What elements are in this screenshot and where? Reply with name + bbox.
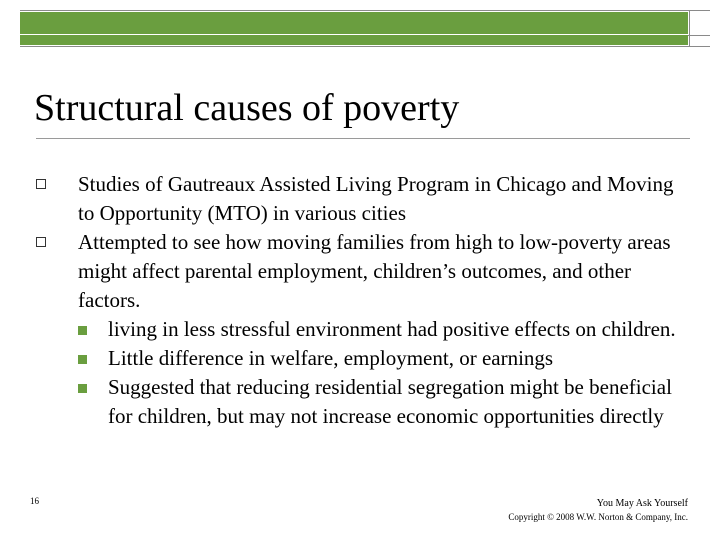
page-number: 16: [30, 496, 39, 506]
sub-bullet-item: [36, 344, 676, 373]
bullet-item: [36, 170, 676, 228]
sub-bullet-text: living in less stressful environment had positive effects on children.: [108, 317, 676, 341]
footer-book-title: You May Ask Yourself: [596, 498, 688, 509]
header-bar-row: [20, 34, 710, 47]
bullet-item: [36, 228, 676, 315]
sub-bullet-item: [36, 315, 676, 344]
green-square-bullet-icon: [78, 326, 87, 335]
sub-bullet-item: [36, 373, 676, 431]
title-divider: [36, 138, 690, 139]
bullet-text: Studies of Gautreaux Assisted Living Program in Chicago and Moving to Opportunity (MTO) in various cities: [78, 172, 674, 225]
header-green-band: [20, 12, 688, 34]
bullet-text: Attempted to see how moving families from high to low-poverty areas might affect parental employment, children’s outcomes, and other factors.: [78, 230, 671, 312]
green-square-bullet-icon: [78, 384, 87, 393]
header-bar-row: [20, 10, 710, 36]
slide-title: Structural causes of poverty: [34, 87, 460, 129]
header-grid-cell: [689, 34, 710, 46]
header-grid-cell: [689, 11, 710, 35]
decorative-header-bar: [20, 10, 710, 45]
slide-body: [36, 170, 676, 431]
sub-bullet-text: Suggested that reducing residential segregation might be beneficial for children, but may not increase economic opportunities directly: [108, 375, 672, 428]
hollow-square-bullet-icon: [36, 237, 46, 247]
header-green-band: [20, 35, 688, 45]
green-square-bullet-icon: [78, 355, 87, 364]
footer-copyright: Copyright © 2008 W.W. Norton & Company, Inc.: [508, 512, 688, 522]
sub-bullet-text: Little difference in welfare, employment, or earnings: [108, 346, 554, 370]
hollow-square-bullet-icon: [36, 179, 46, 189]
